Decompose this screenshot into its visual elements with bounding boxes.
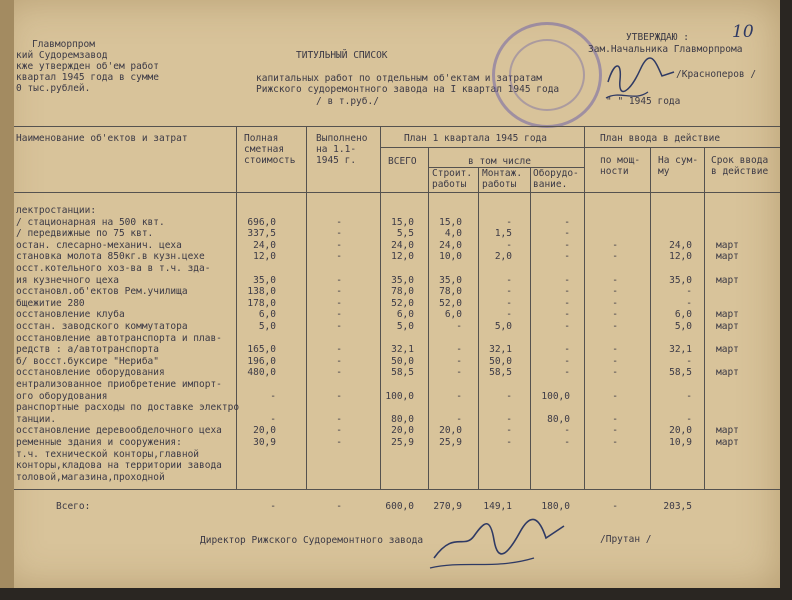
row-cell-mount: 2,0 [494, 251, 512, 263]
row-cell-done: - [336, 355, 342, 367]
row-cell-total: 35,0 [391, 274, 414, 286]
totals-cell: 203,5 [663, 501, 692, 512]
row-cell-full: 6,0 [258, 309, 276, 321]
row-cell-sum: 12,0 [669, 251, 692, 263]
column-header: Выполнено [316, 133, 368, 144]
totals-cell: - [270, 501, 276, 512]
row-cell-cap: - [612, 344, 618, 356]
row-cell-constr: 24,0 [439, 239, 462, 251]
row-cell-mount: 5,0 [494, 321, 512, 332]
row-name: редств : а/автотранспорта [16, 344, 159, 356]
row-cell-mount: - [506, 216, 512, 228]
row-cell-cap: - [612, 321, 618, 332]
row-cell-full: 178,0 [247, 297, 276, 309]
row-cell-full: 5,0 [258, 321, 276, 332]
row-name: бщежитие 280 [16, 297, 85, 309]
row-cell-total: 100,0 [385, 390, 414, 402]
row-cell-mount: - [506, 274, 512, 286]
row-cell-constr: 10,0 [439, 251, 462, 263]
row-cell-full: 138,0 [247, 286, 276, 298]
row-name: осстановление деревообделочного цеха [16, 425, 222, 437]
row-name: б/ восст.буксире "Нериба" [16, 355, 159, 367]
row-cell-equip: 80,0 [547, 413, 570, 425]
row-name: ранспортные расходы по доставке электро [16, 402, 240, 414]
column-header: План ввода в действие [600, 133, 721, 144]
row-cell-done: - [336, 437, 342, 448]
header-left-line: кже утвержден об'ем работ [16, 61, 159, 72]
row-name: осстановление оборудования [16, 367, 165, 379]
header-left-line: 0 тыс.рублей. [16, 83, 91, 94]
column-header: ВСЕГО [388, 156, 417, 167]
row-cell-cap: - [612, 355, 618, 367]
row-cell-equip: - [564, 344, 570, 356]
row-cell-full: 196,0 [247, 355, 276, 367]
row-cell-equip: - [564, 321, 570, 332]
totals-label: Всего: [56, 501, 91, 512]
row-cell-total: 12,0 [391, 251, 414, 263]
column-header-name: Наименование об'ектов и затрат [16, 133, 188, 144]
row-cell-cap: - [612, 297, 618, 309]
row-cell-equip: - [564, 367, 570, 379]
row-cell-constr: - [456, 367, 462, 379]
row-cell-sum: 58,5 [669, 367, 692, 379]
row-cell-constr: 20,0 [439, 425, 462, 437]
row-name: / передвижные по 75 квт. [16, 228, 154, 240]
row-cell-equip: - [564, 309, 570, 321]
row-cell-mount: - [506, 239, 512, 251]
row-cell-constr: 4,0 [444, 228, 462, 240]
row-cell-equip: - [564, 437, 570, 448]
row-name: становка молота 850кг.в кузн.цехе [16, 251, 205, 263]
totals-cell: 149,1 [483, 501, 512, 512]
row-cell-sum: 32,1 [669, 344, 692, 356]
row-cell-term: март [716, 239, 739, 251]
row-name: ременные здания и сооружения: [16, 437, 182, 448]
row-cell-term: март [716, 274, 739, 286]
row-cell-constr: - [456, 390, 462, 402]
title-line: ТИТУЛЬНЫЙ СПИСОК [296, 50, 388, 61]
row-cell-mount: 1,5 [494, 228, 512, 240]
column-header: в том числе [468, 156, 531, 167]
row-name: осстановление клуба [16, 309, 125, 321]
row-cell-done: - [336, 309, 342, 321]
row-name: осстан. заводского коммутатора [16, 321, 188, 332]
row-cell-full: 337,5 [247, 228, 276, 240]
row-name: ентрализованное приобретение импорт- [16, 379, 222, 390]
row-cell-mount: 32,1 [489, 344, 512, 356]
table-rule [14, 489, 780, 490]
approval-line: /Красноперов / [676, 69, 757, 80]
column-header: 1945 г. [316, 155, 357, 166]
row-cell-constr: - [456, 355, 462, 367]
row-cell-total: 20,0 [391, 425, 414, 437]
row-cell-done: - [336, 286, 342, 298]
row-cell-done: - [336, 425, 342, 437]
row-cell-done: - [336, 216, 342, 228]
row-cell-sum: 5,0 [674, 321, 692, 332]
table-rule [704, 147, 705, 489]
row-cell-constr: 25,9 [439, 437, 462, 448]
row-cell-mount: - [506, 309, 512, 321]
column-header: на 1.1- [316, 144, 357, 155]
totals-cell: 600,0 [385, 501, 414, 512]
row-cell-done: - [336, 367, 342, 379]
row-name: толовой,магазина,проходной [16, 471, 165, 483]
approval-signature [600, 52, 680, 106]
row-name: т.ч. технической конторы,главной [16, 448, 200, 460]
row-cell-total: 15,0 [391, 216, 414, 228]
row-cell-equip: - [564, 286, 570, 298]
row-cell-term: март [716, 437, 739, 448]
row-cell-equip: - [564, 228, 570, 240]
row-cell-constr: - [456, 344, 462, 356]
row-cell-done: - [336, 344, 342, 356]
column-header: План 1 квартала 1945 года [404, 133, 547, 144]
row-cell-equip: 100,0 [541, 390, 570, 402]
title-line: капитальных работ по отдельным об'ектам и затратам [256, 73, 542, 84]
row-cell-done: - [336, 297, 342, 309]
row-cell-term: март [716, 344, 739, 356]
row-cell-mount: - [506, 390, 512, 402]
row-cell-cap: - [612, 425, 618, 437]
column-header: работы [432, 179, 467, 190]
row-cell-term: март [716, 321, 739, 332]
row-cell-sum: - [686, 355, 692, 367]
director-title: Директор Рижского Судоремонтного завода [200, 535, 424, 546]
row-cell-mount: - [506, 437, 512, 448]
table-rule [380, 147, 780, 148]
row-cell-equip: - [564, 355, 570, 367]
row-cell-cap: - [612, 367, 618, 379]
row-cell-full: 696,0 [247, 216, 276, 228]
table-rule [14, 192, 780, 193]
totals-cell: - [336, 501, 342, 512]
row-cell-sum: 20,0 [669, 425, 692, 437]
header-left-line: квартал 1945 года в сумме [16, 72, 159, 83]
row-cell-constr: - [456, 413, 462, 425]
row-cell-equip: - [564, 239, 570, 251]
row-cell-term: март [716, 309, 739, 321]
column-header: стоимость [244, 155, 296, 166]
row-name: танции. [16, 413, 57, 425]
row-cell-full: - [270, 390, 276, 402]
row-cell-cap: - [612, 413, 618, 425]
column-header: сметная [244, 144, 285, 155]
row-cell-done: - [336, 228, 342, 240]
row-cell-total: 25,9 [391, 437, 414, 448]
row-cell-sum: 35,0 [669, 274, 692, 286]
row-cell-total: 32,1 [391, 344, 414, 356]
row-cell-sum: 10,9 [669, 437, 692, 448]
approval-line: " " 1945 года [606, 96, 681, 107]
row-cell-constr: 52,0 [439, 297, 462, 309]
row-cell-done: - [336, 321, 342, 332]
row-cell-constr: - [456, 321, 462, 332]
totals-cell: 180,0 [541, 501, 570, 512]
row-cell-full: 24,0 [253, 239, 276, 251]
director-signature [424, 510, 574, 576]
official-stamp [492, 22, 602, 128]
column-header: ности [600, 166, 629, 177]
row-name: осст.котельного хоз-ва в т.ч. зда- [16, 263, 211, 274]
header-left-line: кий Судоремзавод [16, 50, 108, 61]
column-header: в действие [711, 166, 769, 177]
row-cell-done: - [336, 274, 342, 286]
row-cell-total: 5,0 [396, 321, 414, 332]
row-cell-constr: 6,0 [444, 309, 462, 321]
row-cell-cap: - [612, 251, 618, 263]
row-cell-equip: - [564, 251, 570, 263]
row-cell-term: март [716, 251, 739, 263]
title-line: Рижского судоремонтного завода на I квартал 1945 года [256, 84, 560, 95]
row-cell-equip: - [564, 425, 570, 437]
row-name: осстановл.об'ектов Рем.училища [16, 286, 188, 298]
row-cell-done: - [336, 239, 342, 251]
row-name: осстановление автотранспорта и плав- [16, 332, 222, 344]
row-cell-mount: - [506, 425, 512, 437]
title-line: / в т.руб./ [316, 96, 379, 107]
row-cell-mount: - [506, 413, 512, 425]
row-name: ия кузнечного цеха [16, 274, 119, 286]
row-cell-done: - [336, 251, 342, 263]
row-cell-term: март [716, 367, 739, 379]
row-cell-constr: 15,0 [439, 216, 462, 228]
row-cell-full: 35,0 [253, 274, 276, 286]
approval-line: УТВЕРЖДАЮ : [626, 32, 689, 43]
header-left-line: Главморпром [32, 39, 95, 50]
table-rule [14, 126, 780, 127]
column-header: Оборудо- [533, 168, 579, 179]
column-header: Срок ввода [711, 155, 769, 166]
row-cell-done: - [336, 390, 342, 402]
row-cell-cap: - [612, 390, 618, 402]
row-cell-total: 78,0 [391, 286, 414, 298]
row-name: конторы,кладова на территории завода [16, 460, 222, 472]
column-header: вание. [533, 179, 568, 190]
row-cell-mount: 50,0 [489, 355, 512, 367]
row-cell-equip: - [564, 216, 570, 228]
row-cell-full: 12,0 [253, 251, 276, 263]
row-cell-full: 165,0 [247, 344, 276, 356]
row-cell-mount: - [506, 297, 512, 309]
row-cell-term: март [716, 425, 739, 437]
row-cell-equip: - [564, 297, 570, 309]
row-cell-constr: 78,0 [439, 286, 462, 298]
row-cell-full: - [270, 413, 276, 425]
row-cell-cap: - [612, 437, 618, 448]
row-cell-equip: - [564, 274, 570, 286]
column-header: по мощ- [600, 155, 641, 166]
row-cell-full: 30,9 [253, 437, 276, 448]
row-name: лектростанции: [16, 205, 97, 216]
row-cell-total: 6,0 [396, 309, 414, 321]
row-cell-total: 50,0 [391, 355, 414, 367]
row-name: / стационарная на 500 квт. [16, 216, 165, 228]
row-cell-cap: - [612, 274, 618, 286]
row-cell-total: 52,0 [391, 297, 414, 309]
column-header: На сум- [658, 155, 699, 166]
row-name: остан. слесарно-механич. цеха [16, 239, 182, 251]
row-cell-sum: 6,0 [674, 309, 692, 321]
totals-cell: - [612, 501, 618, 512]
row-cell-mount: - [506, 286, 512, 298]
approval-line: Зам.Начальника Главморпрома [588, 44, 743, 55]
row-cell-sum: - [686, 413, 692, 425]
row-cell-mount: 58,5 [489, 367, 512, 379]
row-cell-total: 24,0 [391, 239, 414, 251]
row-cell-done: - [336, 413, 342, 425]
row-cell-total: 5,5 [396, 228, 414, 240]
row-cell-sum: - [686, 286, 692, 298]
row-cell-constr: 35,0 [439, 274, 462, 286]
column-header: работы [482, 179, 517, 190]
row-cell-sum: - [686, 390, 692, 402]
row-cell-cap: - [612, 239, 618, 251]
totals-cell: 270,9 [433, 501, 462, 512]
column-header: Строит. [432, 168, 473, 179]
column-header: Полная [244, 133, 279, 144]
row-name: ого оборудования [16, 390, 108, 402]
row-cell-cap: - [612, 309, 618, 321]
row-cell-full: 480,0 [247, 367, 276, 379]
director-name: /Прутан / [600, 534, 652, 545]
row-cell-total: 80,0 [391, 413, 414, 425]
row-cell-sum: 24,0 [669, 239, 692, 251]
binding-edge [0, 0, 14, 588]
row-cell-total: 58,5 [391, 367, 414, 379]
row-cell-cap: - [612, 286, 618, 298]
column-header: му [658, 166, 670, 177]
column-header: Монтаж. [482, 168, 523, 179]
row-cell-full: 20,0 [253, 425, 276, 437]
page-number: 10 [732, 22, 754, 42]
row-cell-sum: - [686, 297, 692, 309]
